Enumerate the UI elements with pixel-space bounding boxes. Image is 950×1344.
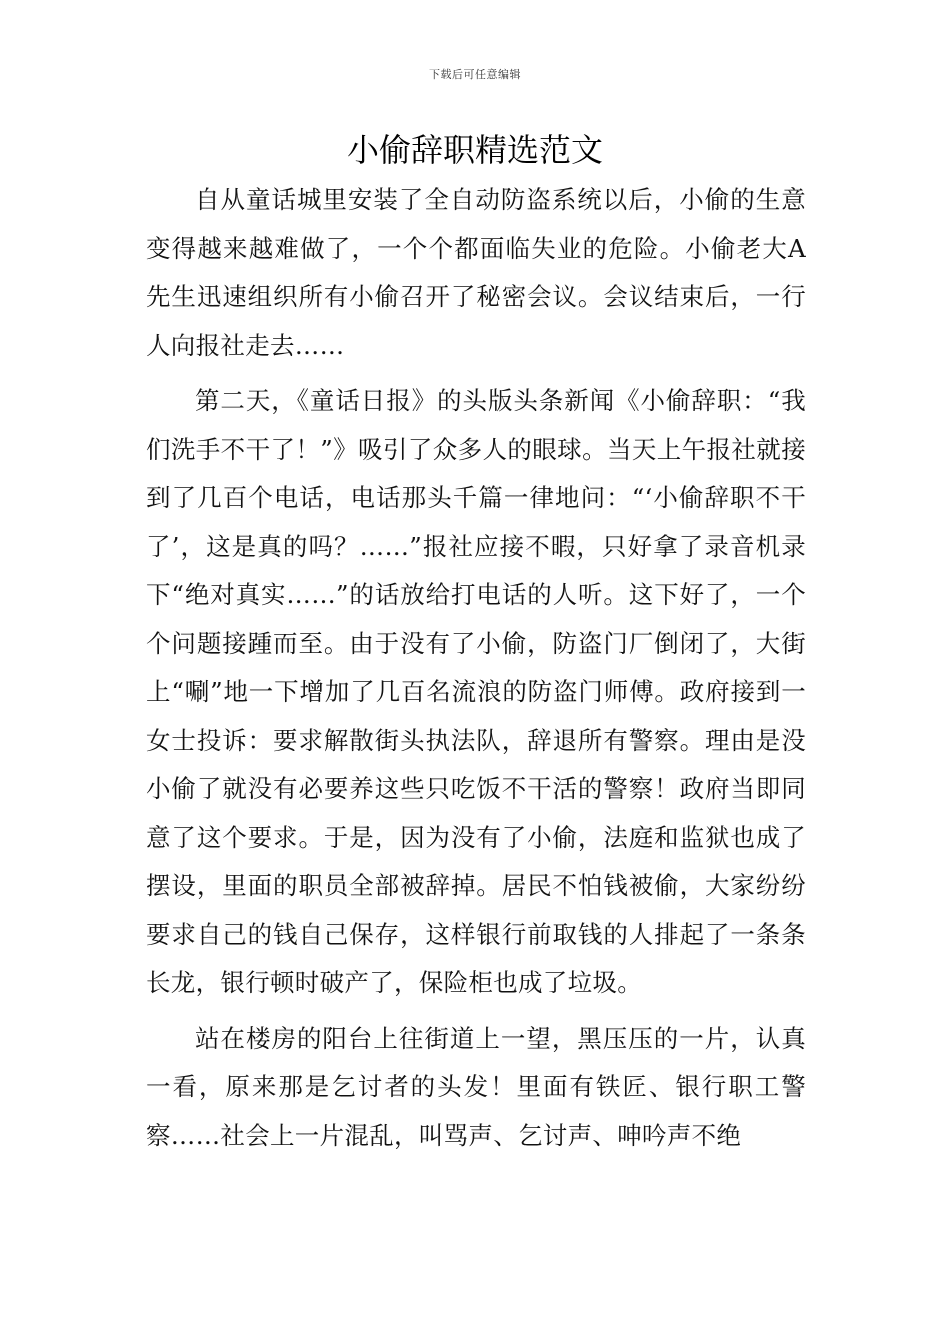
document-title: 小偷辞职精选范文 xyxy=(346,131,603,169)
paragraph-1: 自从童话城里安装了全自动防盗系统以后，小偷的生意变得越来越难做了，一个个都面临失业的危险。小偷老大A先生迅速组织所有小偷召开了秘密会议。会议结束后，一行人向报社走去…… xyxy=(146,185,806,360)
header-note: 下载后可任意编辑 xyxy=(429,68,521,81)
paragraph-2: 第二天，《童话日报》的头版头条新闻《小偷辞职：“我们洗手不干了！”》吸引了众多人的眼球。当天上午报社就接到了几百个电话，电话那头千篇一律地问：“‘小偷辞职不干了’，这是真的吗？……”报社应接不暇，只好拿了录音机录下“绝对真实……”的话放给打电话的人听。这下好了，一个个问题接踵而至。由于没有了小偷，防盗门厂倒闭了，大街上“唰”地一下增加了几百名流浪的防盗门师傅。政府接到一女士投诉：要求解散街头执法队，辞退所有警察。理由是没小偷了就没有必要养这些只吃饭不干活的警察！政府当即同意了这个要求。于是，因为没有了小偷，法庭和监狱也成了摆设，里面的职员全部被辞掉。居民不怕钱被偷，大家纷纷要求自己的钱自己保存，这样银行前取钱的人排起了一条条长龙，银行顿时破产了，保险柜也成了垃圾。 xyxy=(146,386,806,997)
paragraph-3: 站在楼房的阳台上往街道上一望，黑压压的一片，认真一看，原来那是乞讨者的头发！里面有铁匠、银行职工警察……社会上一片混乱，叫骂声、乞讨声、呻吟声不绝 xyxy=(146,1023,806,1150)
document-body xyxy=(146,176,806,1167)
